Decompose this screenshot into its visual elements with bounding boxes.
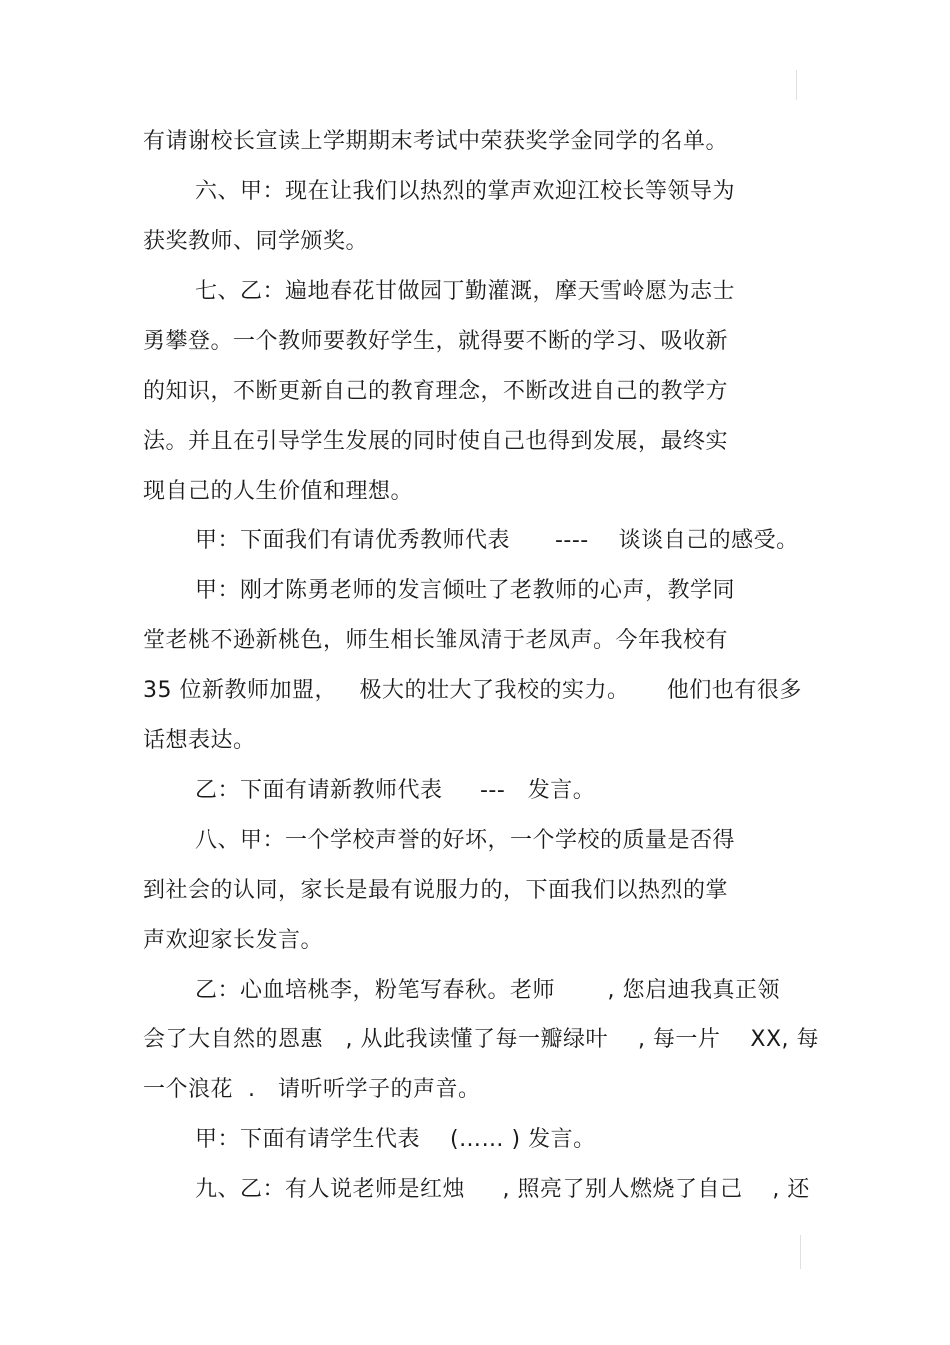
page-corner-mark-top	[796, 70, 797, 100]
text-line-14: 乙：下面有请新教师代表 --- 发言。	[195, 778, 596, 803]
text-line-9: 甲：下面我们有请优秀教师代表 ---- 谈谈自己的感受。	[195, 528, 799, 553]
text-line-22: 九、乙：有人说老师是红烛 , 照亮了别人燃烧了自己 , 还	[195, 1177, 810, 1202]
text-line-15: 八、甲：一个学校声誉的好坏，一个学校的质量是否得	[195, 828, 736, 853]
text-line-4: 七、乙：遍地春花甘做园丁勤灌溉，摩天雪岭愿为志士	[195, 279, 736, 304]
text-line-19: 会了大自然的恩惠 , 从此我读懂了每一瓣绿叶 , 每一片 XX, 每	[143, 1027, 820, 1052]
text-line-8: 现自己的人生价值和理想。	[143, 479, 414, 504]
text-line-3: 获奖教师、同学颁奖。	[143, 229, 369, 254]
page-corner-mark-bottom	[800, 1235, 801, 1269]
text-line-1: 有请谢校长宣读上学期期末考试中荣获奖学金同学的名单。	[143, 129, 729, 154]
text-line-20: 一个浪花 . 请听听学子的声音。	[143, 1077, 481, 1102]
text-line-17: 声欢迎家长发言。	[143, 928, 324, 953]
text-line-5: 勇攀登。一个教师要教好学生，就得要不断的学习、吸收新	[143, 329, 729, 354]
text-line-21: 甲：下面有请学生代表 (…… ) 发言。	[195, 1127, 596, 1152]
text-line-6: 的知识，不断更新自己的教育理念，不断改进自己的教学方	[143, 379, 729, 404]
text-line-16: 到社会的认同，家长是最有说服力的，下面我们以热烈的掌	[143, 878, 729, 903]
text-line-18: 乙：心血培桃李，粉笔写春秋。老师 , 您启迪我真正领	[195, 978, 780, 1003]
text-line-13: 话想表达。	[143, 728, 256, 753]
text-line-12: 35 位新教师加盟， 极大的壮大了我校的实力。 他们也有很多	[143, 678, 802, 703]
text-line-2: 六、甲：现在让我们以热烈的掌声欢迎江校长等领导为	[195, 179, 736, 204]
text-line-7: 法。并且在引导学生发展的同时使自己也得到发展，最终实	[143, 429, 729, 454]
text-line-11: 堂老桃不逊新桃色，师生相长雏凤清于老凤声。今年我校有	[143, 628, 729, 653]
text-line-10: 甲：刚才陈勇老师的发言倾吐了老教师的心声，教学同	[195, 578, 736, 603]
